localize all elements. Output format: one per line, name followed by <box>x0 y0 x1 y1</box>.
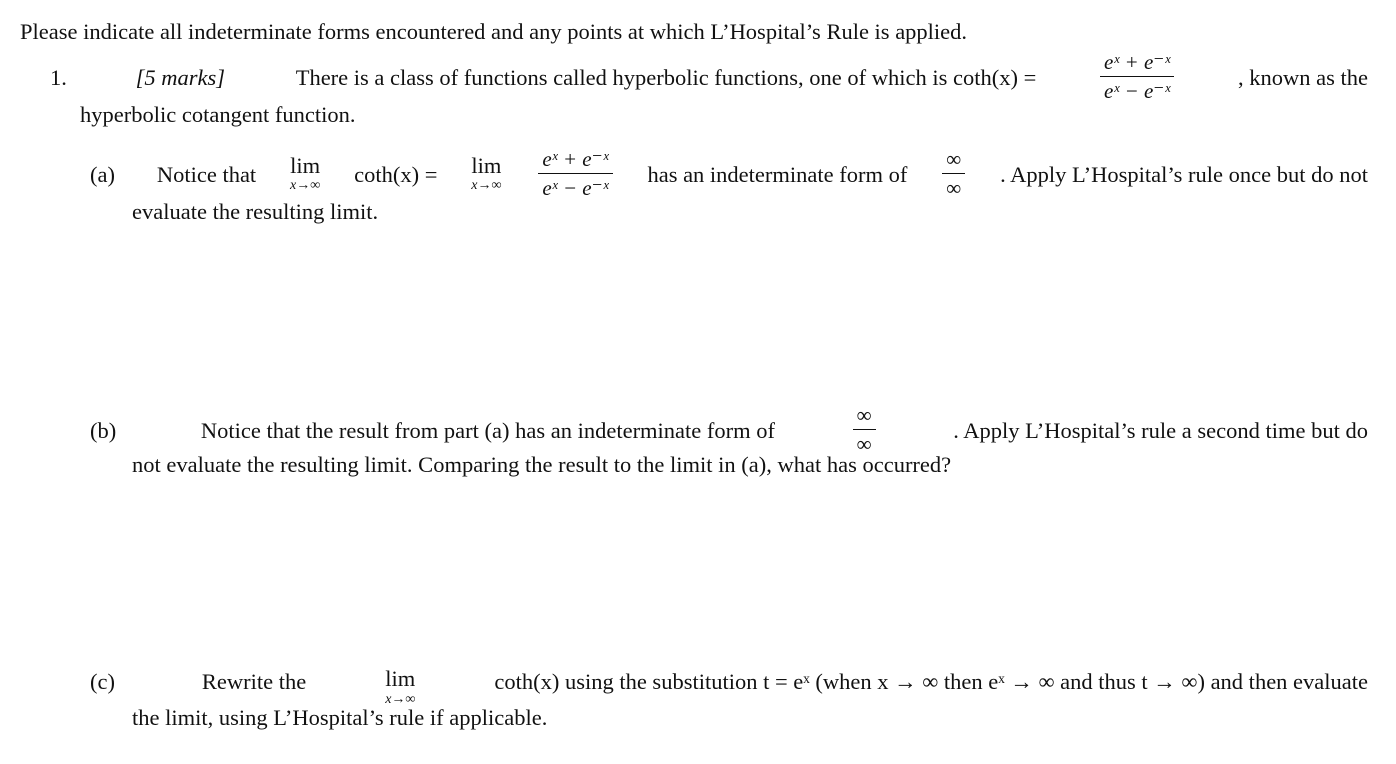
lim-operator: lim <box>290 152 321 178</box>
part-b-text: Notice that the result from part (a) has an indeterminate form of <box>200 417 776 443</box>
part-b-line-1 <box>90 402 1368 456</box>
part-c-text-2: coth(x) using the substitution t = eˣ (when x → ∞ then eˣ → ∞ and thus t → ∞) and then evaluate <box>494 669 1368 694</box>
part-a-label: (a) <box>90 161 115 187</box>
coth-definition-fraction <box>1100 51 1174 103</box>
question-1-text: There is a class of functions called hyperbolic functions, one of which is coth(x) = <box>295 64 1037 90</box>
instructions-text: Please indicate all indeterminate forms encountered and any points at which L’Hospital’s Rule is applied. <box>20 19 968 44</box>
lim-operator: lim <box>385 666 416 691</box>
question-marks: [5 marks] <box>135 64 225 90</box>
part-a-infinity-fraction <box>942 148 965 200</box>
part-b-tail: . Apply L’Hospital’s rule a second time but do <box>953 417 1368 443</box>
part-b-line-2: not evaluate the resulting limit. Comparing the result to the limit in (a), what has occurred? <box>132 452 952 477</box>
part-c-label: (c) <box>90 669 115 694</box>
part-c-line-2: the limit, using L’Hospital’s rule if applicable. <box>132 705 548 730</box>
lim-subscript: x→∞ <box>471 178 502 194</box>
infinity-denominator: ∞ <box>856 432 872 456</box>
fraction-denominator: eˣ − e⁻ˣ <box>542 176 609 200</box>
part-c-limit <box>385 668 415 707</box>
coth-numerator: eˣ + e⁻ˣ <box>1100 51 1174 77</box>
infinity-numerator: ∞ <box>853 404 876 430</box>
lim-operator: lim <box>471 152 502 178</box>
lim-subscript: x→∞ <box>385 691 416 707</box>
part-b-infinity-fraction <box>853 404 876 456</box>
question-1-line-2: hyperbolic cotangent function. <box>80 102 356 127</box>
question-1-text-tail: , known as the <box>1238 64 1368 90</box>
part-a-mid-text: has an indeterminate form of <box>647 161 908 187</box>
part-a-tail: . Apply L’Hospital’s rule once but do not <box>1000 161 1368 187</box>
part-c-text-1: Rewrite the <box>201 669 307 694</box>
question-1-line-1 <box>50 50 1368 104</box>
part-a-limit-2 <box>471 152 502 194</box>
part-a-notice: Notice that <box>156 161 257 187</box>
fraction-numerator: eˣ + e⁻ˣ <box>538 148 612 174</box>
part-b-label: (b) <box>90 417 117 443</box>
question-number: 1. <box>50 64 67 90</box>
coth-denominator: eˣ − e⁻ˣ <box>1104 79 1171 103</box>
infinity-denominator: ∞ <box>946 176 962 200</box>
part-a-line-2: evaluate the resulting limit. <box>132 199 379 224</box>
part-a-line-1 <box>90 146 1368 202</box>
part-a-limit-1 <box>290 152 321 194</box>
lim-subscript: x→∞ <box>290 178 321 194</box>
part-c-line-1 <box>90 668 1368 706</box>
part-a-coth: coth(x) = <box>354 161 438 187</box>
part-a-fraction <box>538 148 612 200</box>
infinity-numerator: ∞ <box>942 148 965 174</box>
